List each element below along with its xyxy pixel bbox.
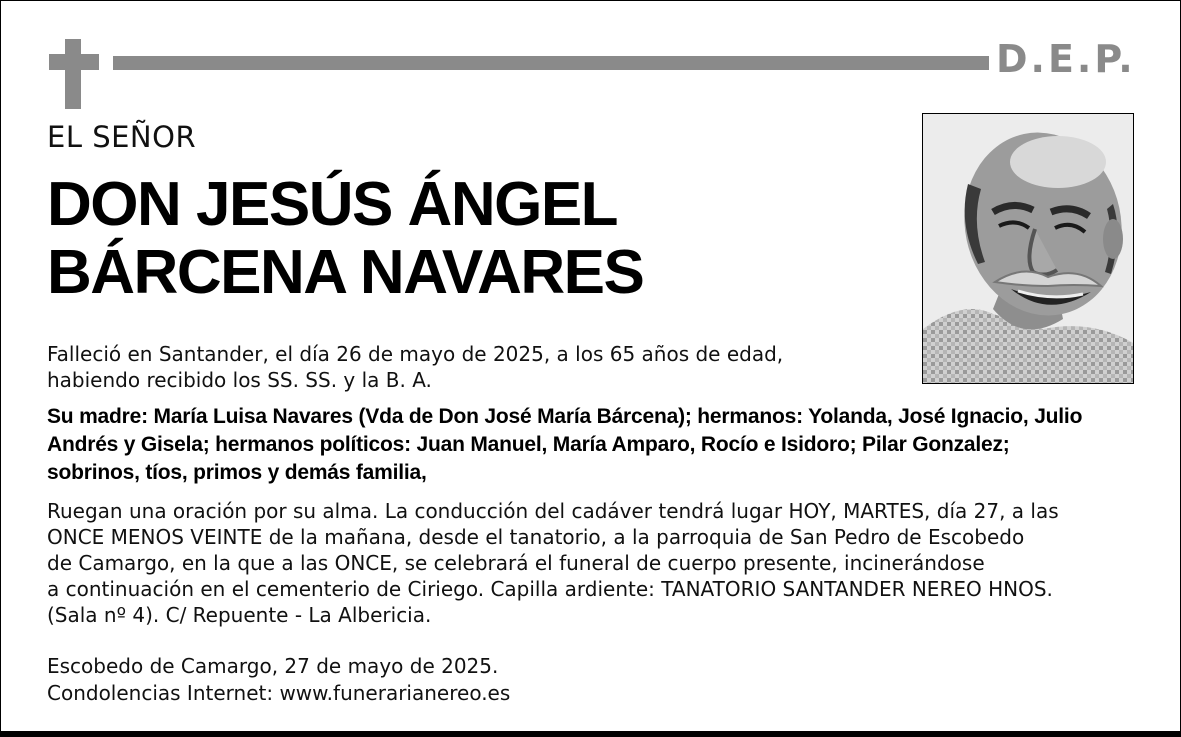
family-line: Su madre: María Luisa Navares (Vda de Don José María Bárcena); hermanos: Yolanda, José Ignacio, Julio [47, 405, 1083, 428]
family-list [47, 403, 1172, 487]
portrait-image [923, 114, 1134, 384]
name-line: DON JESÚS ÁNGEL [47, 170, 618, 239]
ceremony-line: ONCE MENOS VEINTE de la mañana, desde el tanatorio, a la parroquia de San Pedro de Escobedo [47, 525, 1025, 549]
cross-icon-bar [49, 54, 99, 70]
death-line: Falleció en Santander, el día 26 de mayo de 2025, a los 65 años de edad, [47, 342, 784, 366]
ceremony-line: Ruegan una oración por su alma. La conducción del cadáver tendrá lugar HOY, MARTES, día 27, a las [47, 499, 1059, 523]
family-line: Andrés y Gisela; hermanos políticos: Juan Manuel, María Amparo, Rocío e Isidoro; Pilar Gonzalez; [47, 433, 1010, 456]
cross-icon [65, 39, 81, 109]
header-rule [113, 56, 989, 70]
death-notice [47, 341, 837, 393]
ceremony-line: a continuación en el cementerio de Ciriego. Capilla ardiente: TANATORIO SANTANDER NEREO HNOS. [47, 577, 1053, 601]
condolences-link[interactable]: Condolencias Internet: www.funerarianereo.es [47, 681, 511, 705]
name-line: BÁRCENA NAVARES [47, 238, 644, 307]
death-line: habiendo recibido los SS. SS. y la B. A. [47, 368, 432, 392]
dep-label: D.E.P. [996, 37, 1136, 81]
portrait-photo [922, 113, 1134, 384]
deceased-name [47, 171, 643, 307]
ceremony-line: de Camargo, en la que a las ONCE, se celebrará el funeral de cuerpo presente, incinerándose [47, 551, 985, 575]
ceremony-line: (Sala nº 4). C/ Repuente - La Albericia. [47, 603, 432, 627]
family-line: sobrinos, tíos, primos y demás familia, [47, 461, 427, 484]
honorific: EL SEÑOR [47, 120, 197, 154]
place-date: Escobedo de Camargo, 27 de mayo de 2025. [47, 654, 499, 678]
ceremony-details [47, 498, 1132, 628]
